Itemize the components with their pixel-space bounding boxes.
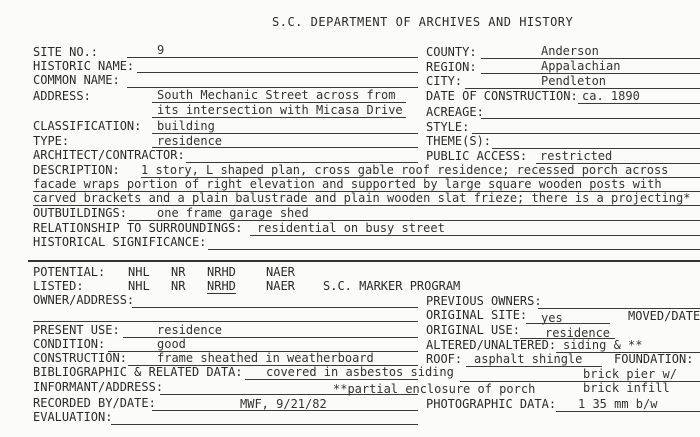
type-label: TYPE: bbox=[33, 134, 70, 148]
bibliographic-label: BIBLIOGRAPHIC & RELATED DATA: bbox=[33, 365, 243, 379]
photographic-label: PHOTOGRAPHIC DATA: bbox=[426, 397, 557, 411]
altered-label: ALTERED/UNALTERED: bbox=[426, 338, 557, 352]
acreage-line bbox=[481, 118, 700, 119]
construction-value: frame sheathed in weatherboard bbox=[157, 351, 374, 365]
foundation-value-line-2: brick infill bbox=[583, 381, 670, 395]
date-of-construction-value: ca. 1890 bbox=[582, 89, 640, 103]
recorded-by-label: RECORDED BY/DATE: bbox=[33, 396, 156, 410]
photographic-line bbox=[556, 411, 700, 412]
previous-owners-label: PREVIOUS OWNERS: bbox=[426, 294, 542, 308]
address-line-2: its intersection with Micasa Drive bbox=[157, 103, 403, 117]
original-use-label: ORIGINAL USE: bbox=[426, 323, 520, 337]
style-line bbox=[472, 133, 700, 134]
county-label: COUNTY: bbox=[426, 45, 477, 59]
informant-label: INFORMANT/ADDRESS: bbox=[33, 380, 164, 394]
potential-naer: NAER bbox=[266, 265, 295, 279]
classification-label: CLASSIFICATION: bbox=[33, 119, 142, 133]
recorded-by-value: MWF, 9/21/82 bbox=[240, 397, 327, 411]
style-label: STYLE: bbox=[426, 120, 470, 134]
owner-address-line-2 bbox=[33, 321, 418, 322]
county-line bbox=[481, 58, 700, 59]
listed-nr: NR bbox=[171, 279, 186, 293]
region-label: REGION: bbox=[426, 60, 477, 74]
site-no-label: SITE NO.: bbox=[33, 45, 99, 59]
city-label: CITY: bbox=[426, 74, 463, 88]
date-of-construction-label: DATE OF CONSTRUCTION: bbox=[426, 89, 578, 103]
bibliographic-line bbox=[245, 379, 418, 380]
owner-address-line bbox=[132, 307, 418, 308]
recorded-by-line bbox=[152, 410, 418, 411]
potential-label: POTENTIAL: bbox=[33, 265, 106, 279]
description-rule-3 bbox=[33, 205, 700, 206]
owner-address-label: OWNER/ADDRESS: bbox=[33, 293, 135, 307]
address-line-1-rule bbox=[152, 102, 406, 103]
relationship-label: RELATIONSHIP TO SURROUNDINGS: bbox=[33, 221, 243, 235]
section-divider bbox=[28, 260, 700, 262]
original-use-value: residence bbox=[545, 326, 611, 340]
common-name-line bbox=[127, 87, 418, 88]
description-line-3: carved brackets and a plain balustrade and plain wooden slat frieze; there is a projecting* bbox=[33, 191, 691, 205]
outbuildings-label: OUTBUILDINGS: bbox=[33, 206, 127, 220]
address-label: ADDRESS: bbox=[33, 89, 91, 103]
site-no-value: 9 bbox=[157, 43, 165, 57]
acreage-label: ACREAGE: bbox=[426, 105, 484, 119]
condition-value: good bbox=[157, 337, 186, 351]
address-line-1: South Mechanic Street across from bbox=[157, 88, 396, 102]
original-site-label: ORIGINAL SITE: bbox=[426, 308, 528, 322]
city-line bbox=[465, 88, 700, 89]
public-access-value: restricted bbox=[540, 149, 613, 163]
description-line-1: 1 story, L shaped plan, cross gable roof residence; recessed porch across bbox=[141, 163, 669, 177]
classification-line bbox=[152, 133, 418, 134]
public-access-label: PUBLIC ACCESS: bbox=[426, 149, 528, 163]
form-title: S.C. DEPARTMENT OF ARCHIVES AND HISTORY bbox=[272, 15, 574, 29]
potential-nrhd: NRHD bbox=[207, 265, 236, 279]
relationship-line bbox=[250, 235, 700, 236]
informant-note: **partial enclosure of porch bbox=[333, 382, 536, 396]
photographic-value: 1 35 mm b/w bbox=[578, 397, 658, 411]
condition-label: CONDITION: bbox=[33, 337, 106, 351]
listed-nhl: NHL bbox=[128, 279, 150, 293]
historical-significance-line bbox=[208, 249, 700, 250]
description-line-2: facade wraps portion of right elevation and supported by large square wooden posts with bbox=[33, 177, 662, 191]
listed-nrhd-underlined: NRHD bbox=[207, 279, 236, 293]
evaluation-label: EVALUATION: bbox=[33, 410, 113, 424]
roof-label: ROOF: bbox=[426, 352, 463, 366]
region-value: Appalachian bbox=[541, 59, 621, 73]
sc-marker-program: S.C. MARKER PROGRAM bbox=[323, 279, 461, 293]
common-name-label: COMMON NAME: bbox=[33, 73, 120, 87]
architect-line bbox=[186, 162, 418, 163]
construction-label: CONSTRUCTION: bbox=[33, 351, 127, 365]
address-line-2-rule bbox=[152, 117, 406, 118]
roof-line bbox=[466, 366, 602, 367]
present-use-value: residence bbox=[157, 323, 223, 337]
potential-nhl: NHL bbox=[128, 265, 150, 279]
original-site-value: yes bbox=[541, 311, 563, 325]
altered-value: siding & ** bbox=[563, 338, 643, 352]
relationship-value: residential on busy street bbox=[257, 221, 445, 235]
outbuildings-value: one frame garage shed bbox=[157, 206, 309, 220]
date-line bbox=[578, 103, 700, 104]
city-value: Pendleton bbox=[541, 74, 607, 88]
moved-date-label: MOVED/DATE bbox=[628, 309, 700, 323]
themes-line bbox=[492, 148, 700, 149]
outbuildings-line bbox=[129, 220, 700, 221]
themes-label: THEME(S): bbox=[426, 134, 492, 148]
public-access-line bbox=[536, 163, 700, 164]
listed-naer: NAER bbox=[266, 279, 295, 293]
description-label: DESCRIPTION: bbox=[33, 163, 120, 177]
description-rule-1 bbox=[141, 177, 700, 178]
region-line bbox=[481, 73, 700, 74]
historic-name-label: HISTORIC NAME: bbox=[33, 59, 135, 73]
foundation-label: FOUNDATION: bbox=[614, 352, 694, 366]
evaluation-line bbox=[111, 424, 418, 425]
listed-label: LISTED: bbox=[33, 279, 84, 293]
county-value: Anderson bbox=[541, 44, 599, 58]
foundation-value-line-1: brick pier w/ bbox=[583, 367, 677, 381]
classification-value: building bbox=[157, 119, 215, 133]
bibliographic-value: covered in asbestos siding bbox=[266, 365, 454, 379]
site-no-line bbox=[127, 57, 418, 58]
historic-name-line bbox=[137, 72, 418, 73]
potential-nr: NR bbox=[171, 265, 186, 279]
roof-value: asphalt shingle bbox=[474, 352, 583, 366]
architect-label: ARCHITECT/CONTRACTOR: bbox=[33, 148, 185, 162]
type-line bbox=[152, 147, 418, 148]
type-value: residence bbox=[157, 134, 223, 148]
historical-significance-label: HISTORICAL SIGNIFICANCE: bbox=[33, 235, 207, 249]
original-site-line bbox=[526, 323, 610, 324]
description-rule-2 bbox=[33, 191, 700, 192]
present-use-label: PRESENT USE: bbox=[33, 323, 120, 337]
